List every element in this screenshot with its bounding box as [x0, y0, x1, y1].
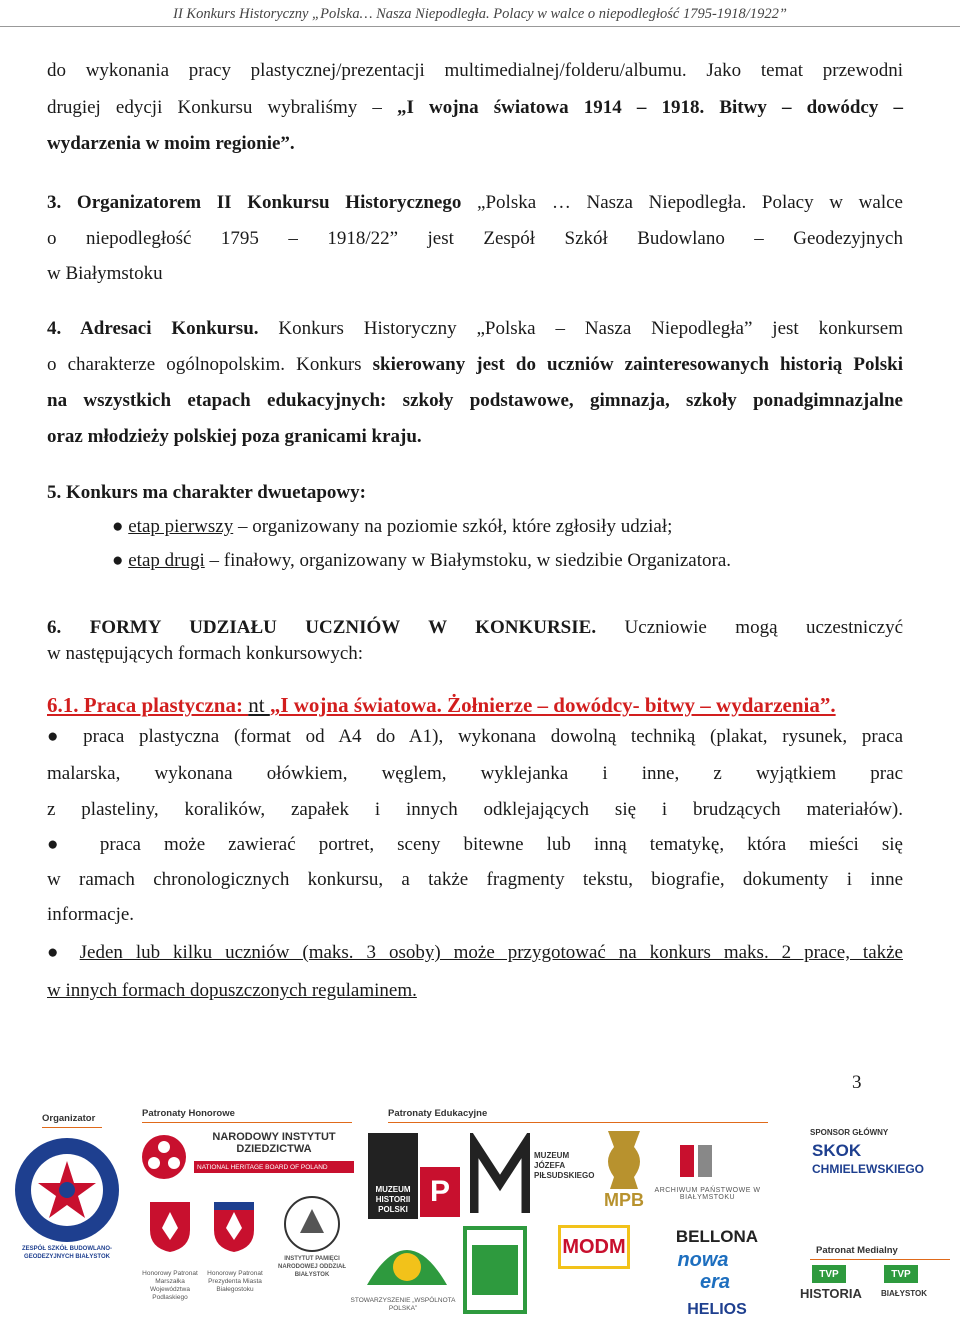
- organizer-label: Organizator: [42, 1113, 96, 1124]
- caption-marshal: Honorowy Patronat Marszałka Województwa Podlaskiego: [142, 1270, 198, 1301]
- muzeum-historii-logo: MUZEUM HISTORII POLSKI: [368, 1133, 418, 1219]
- p6-line1: 6. FORMY UDZIAŁU UCZNIÓW W KONKURSIE. Uczniowie mogą uczestniczyć: [47, 617, 904, 638]
- mjp-name: MUZEUM JÓZEFA PIŁSUDSKIEGO: [534, 1151, 595, 1180]
- edu-label: Patronaty Edukacyjne: [388, 1108, 488, 1119]
- p5-bullet2: ● etap drugi – finałowy, organizowany w Białymstoku, w siedzibie Organizatora.: [112, 550, 731, 571]
- archiwum-name: ARCHIWUM PAŃSTWOWE W BIAŁYMSTOKU: [654, 1187, 761, 1201]
- p61-line1: ● praca plastyczna (format od A4 do A1), wykonana dowolną techniką (plakat, rysunek, praca: [47, 726, 903, 747]
- p61-line2: malarska, wykonana ołówkiem, węglem, wyklejanka i inne, z wyjątkiem prac: [47, 763, 903, 784]
- p61-line5: w ramach chronologicznych konkursu, a także fragmenty tekstu, biografie, dokumenty i inne: [47, 869, 903, 890]
- sponsor-label: SPONSOR GŁÓWNY: [810, 1128, 889, 1137]
- archiwum-mark-icon: [676, 1141, 716, 1181]
- p4-line2: o charakterze ogólnopolskim. Konkurs skierowany jest do uczniów zainteresowanych historią Polski: [47, 354, 903, 375]
- caption-president: Honorowy Patronat Prezydenta Miasta Białegostoku: [207, 1270, 263, 1293]
- tvp-historia-badge: TVP: [812, 1265, 846, 1283]
- running-header: II Konkurs Historyczny „Polska… Nasza Niepodległa. Polacy w walce o niepodległość 1795-1918/1922”: [173, 6, 787, 22]
- honorary-label: Patronaty Honorowe: [142, 1108, 235, 1119]
- mjp-mark-icon: [470, 1133, 530, 1219]
- p2-line3: wydarzenia w moim regionie”.: [47, 133, 295, 154]
- nowa-era-logo-2: era: [699, 1270, 731, 1293]
- p61-heading: 6.1. Praca plastyczna: nt „I wojna światowa. Żołnierze – dowódcy- bitwy – wydarzenia”.: [47, 693, 836, 717]
- p4-line3: na wszystkich etapach edukacyjnych: szkoły podstawowe, gimnazja, szkoły ponadgimnazjalne: [47, 390, 903, 411]
- nid-name: NARODOWY INSTYTUT DZIEDZICTWA: [212, 1131, 336, 1155]
- p3-line3: w Białymstoku: [47, 263, 163, 284]
- ipn-name: INSTYTUT PAMIĘCI NARODOWEJ ODDZIAŁ BIAŁYSTOK: [278, 1256, 346, 1278]
- sponsor-strip: [0, 1105, 960, 1336]
- tvp-historia-name: HISTORIA: [800, 1285, 862, 1301]
- p3-line2: o niepodległość 1795 – 1918/22” jest Zespół Szkół Budowlano – Geodezyjnych: [47, 228, 903, 249]
- p2-line1: do wykonania pracy plastycznej/prezentacji multimedialnej/folderu/albumu. Jako temat przewodni: [47, 60, 903, 81]
- bullet-icon: ●: [112, 516, 124, 537]
- mpb-vase-icon: [598, 1127, 650, 1191]
- podlaskie-coat-icon: [148, 1200, 192, 1254]
- label-rule: [810, 1259, 950, 1260]
- skok-logo: SKOK: [812, 1141, 862, 1160]
- skok-name: CHMIELEWSKIEGO: [812, 1162, 925, 1176]
- nid-logo: [140, 1133, 188, 1181]
- bellona-logo: BELLONA: [675, 1227, 759, 1246]
- nid-name-en: NATIONAL HERITAGE BOARD OF POLAND: [194, 1161, 354, 1173]
- page-number: 3: [852, 1072, 862, 1093]
- p5-title: 5. Konkurs ma charakter dwuetapowy:: [47, 482, 366, 503]
- bialystok-coat-icon: [212, 1200, 256, 1254]
- label-rule: [142, 1122, 352, 1123]
- ipn-logo-icon: [280, 1195, 344, 1253]
- organizer-logo: [12, 1135, 122, 1245]
- nid-emblem-icon: [140, 1133, 188, 1181]
- p5-bullet1: ● etap pierwszy – organizowany na poziomie szkół, które zgłosiły udział;: [112, 516, 673, 537]
- p2-line2: drugiej edycji Konkursu wybraliśmy – „I wojna światowa 1914 – 1918. Bitwy – dowódcy –: [47, 97, 903, 118]
- tvp-bialystok-name: BIAŁYSTOK: [880, 1288, 928, 1298]
- p4-line4: oraz młodzieży polskiej poza granicami kraju.: [47, 426, 422, 447]
- organizer-emblem-icon: [12, 1135, 122, 1245]
- modm-logo: MODM: [558, 1225, 630, 1269]
- helios-logo: HELIOS: [687, 1301, 747, 1318]
- p3-line1: 3. Organizatorem II Konkursu Historycznego „Polska … Nasza Niepodległa. Polacy w walce: [47, 192, 903, 213]
- p-letter-icon: P: [420, 1167, 460, 1217]
- nowa-era-logo: nowa: [677, 1248, 729, 1271]
- p61-line8: w innych formach dopuszczonych regulaminem.: [47, 980, 417, 1001]
- media-label: Patronat Medialny: [816, 1245, 898, 1256]
- tvp-bialystok-badge: TVP: [884, 1265, 918, 1283]
- label-rule: [388, 1122, 768, 1123]
- sun-rays-logo-icon: [362, 1225, 452, 1295]
- mpb-name: MPB: [604, 1189, 644, 1210]
- p4-line1: 4. Adresaci Konkursu. Konkurs Historyczny „Polska – Nasza Niepodległa” jest konkursem: [47, 318, 904, 339]
- organizer-name: ZESPÓŁ SZKÓŁ BUDOWLANO-GEODEZYJNYCH BIAŁYSTOK: [22, 1246, 112, 1260]
- header-rule: [0, 26, 960, 27]
- bullet-icon: ●: [112, 550, 124, 571]
- p6-line2: w następujących formach konkursowych:: [47, 643, 364, 664]
- p61-line7: ● Jeden lub kilku uczniów (maks. 3 osoby) może przygotować na konkurs maks. 2 prace, także: [47, 942, 903, 963]
- p61-line6: informacje.: [47, 904, 135, 925]
- p61-line3: z plasteliny, koralików, zapałek i innych odklejających się i brudzących materiałów).: [47, 799, 903, 820]
- wspolnota-polska-name: STOWARZYSZENIE „WSPÓLNOTA POLSKA”: [350, 1297, 456, 1312]
- regional-sign-icon: [462, 1225, 528, 1315]
- p61-line4: ● praca może zawierać portret, sceny bitewne lub inną tematykę, która mieści się: [47, 834, 903, 855]
- label-rule: [42, 1127, 102, 1128]
